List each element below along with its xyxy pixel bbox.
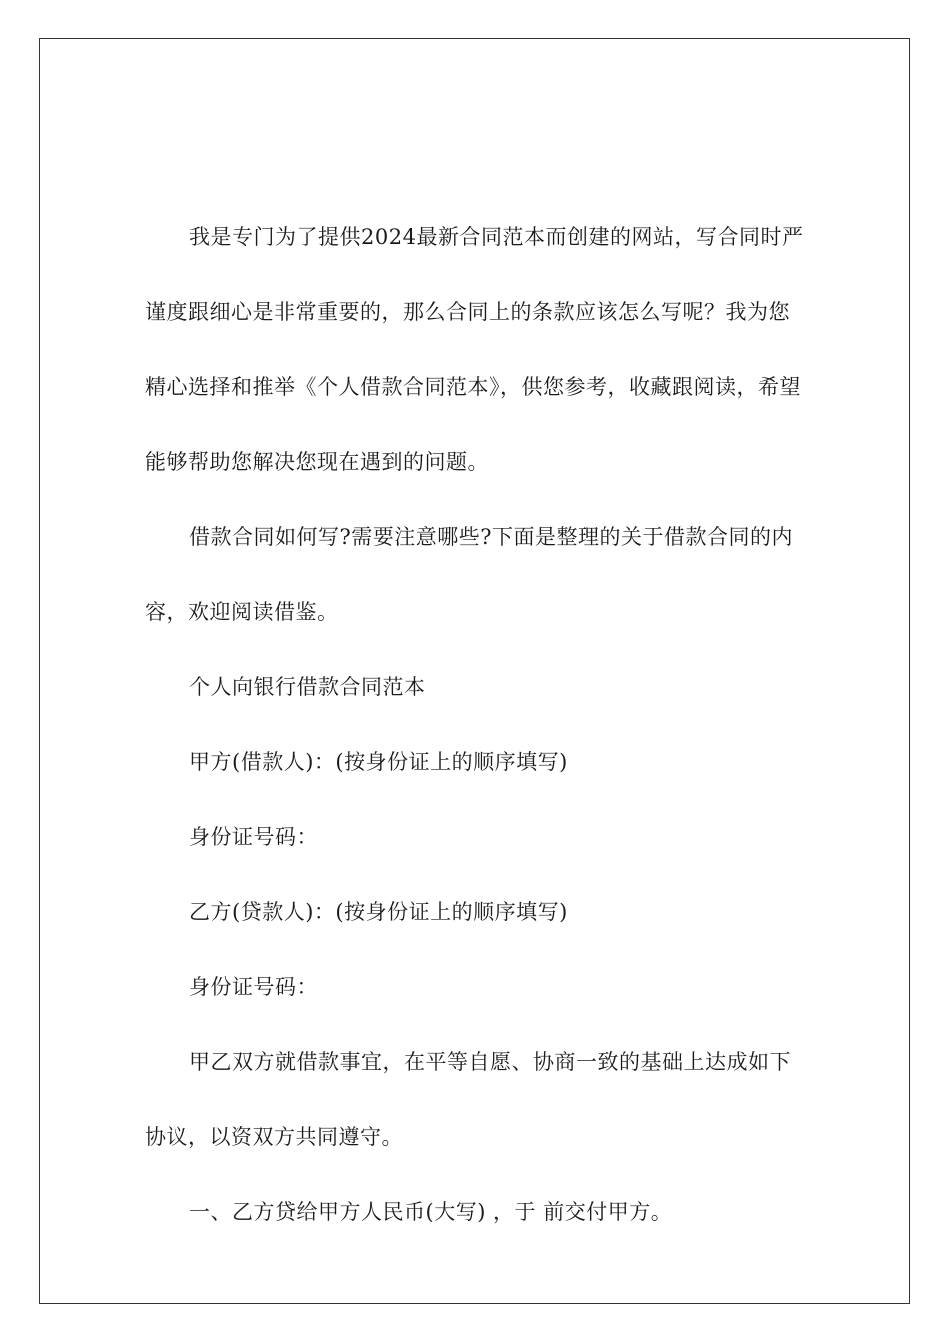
description-paragraph: 借款合同如何写?需要注意哪些?下面是整理的关于借款合同的内容，欢迎阅读借鉴。: [145, 525, 794, 624]
party-b-id-label: 身份证号码：: [189, 975, 318, 999]
party-a-id-label: 身份证号码：: [189, 825, 318, 849]
party-b-label: 乙方(贷款人)：(按身份证上的顺序填写): [189, 900, 568, 924]
intro-paragraph: 我是专门为了提供2024最新合同范本而创建的网站，写合同时严谨度跟细心是非常重要的，那么合同上的条款应该怎么写呢？我为您精心选择和推举《个人借款合同范本》，供您参考，收藏跟阅读，希望能够帮助您解决您现在遇到的问题。: [145, 225, 804, 474]
party-a-label: 甲方(借款人)：(按身份证上的顺序填写): [189, 750, 568, 774]
contract-title: 个人向银行借款合同范本: [189, 675, 426, 699]
agreement-paragraph: 甲乙双方就借款事宜，在平等自愿、协商一致的基础上达成如下协议，以资双方共同遵守。: [145, 1050, 791, 1149]
clause-one: 一、乙方贷给甲方人民币(大写) ，于 前交付甲方。: [189, 1200, 673, 1224]
document-body: [145, 200, 805, 1250]
